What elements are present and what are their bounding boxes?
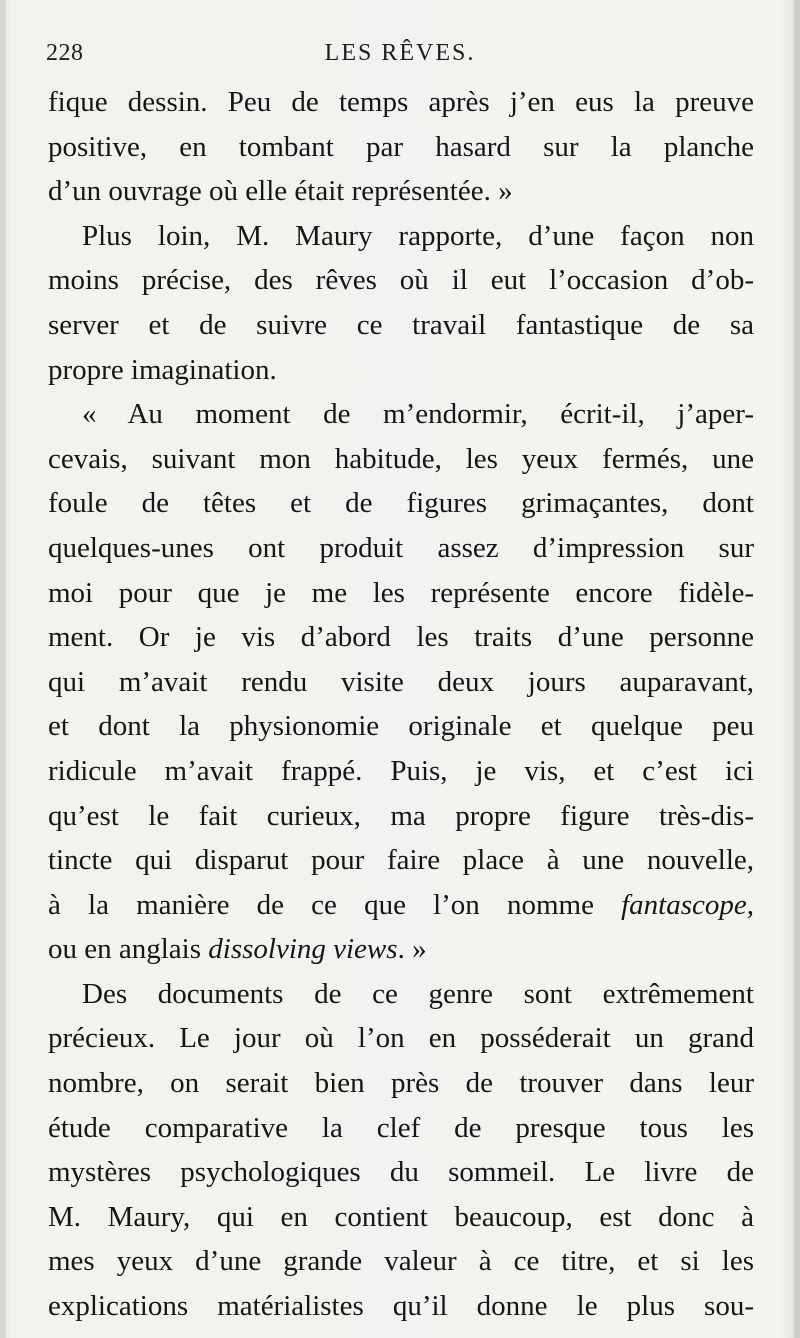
text-line: moi pour que je me les représente encore fidèle-	[48, 576, 754, 609]
scan-edge-left	[0, 0, 6, 1338]
text-segment: ,	[746, 888, 754, 921]
text-line: nombre, on serait bien près de trouver dans leur	[48, 1067, 754, 1100]
text-line: qu’est le fait curieux, ma propre figure très-dis-	[48, 799, 754, 832]
text-line: précieux. Le jour où l’on en posséderait un grand	[48, 1022, 754, 1055]
text-line: tincte qui disparut pour faire place à une nouvelle,	[48, 844, 754, 877]
text-line: moins précise, des rêves où il eut l’occasion d’ob-	[48, 264, 754, 297]
text-line: fique dessin. Peu de temps après j’en eus la preuve	[48, 86, 754, 118]
italic-term: fantascope	[621, 888, 747, 921]
text-line: cevais, suivant mon habitude, les yeux fermés, une	[48, 442, 754, 475]
text-line: M. Maury, qui en contient beaucoup, est donc à	[48, 1200, 754, 1233]
text-segment: ou en anglais	[48, 933, 209, 966]
text-line: Des documents de ce genre sont extrêmement	[82, 977, 754, 1010]
text-line: d’un ouvrage où elle était représentée. »	[48, 175, 513, 208]
italic-term: dissolving views	[208, 933, 398, 966]
text-line: et dont la physionomie originale et quelque peu	[48, 710, 754, 743]
text-line: « Au moment de m’endormir, écrit-il, j’aper-	[82, 398, 754, 431]
running-head: LES RÊVES.	[324, 40, 476, 66]
text-line	[48, 927, 754, 972]
text-line: positive, en tombant par hasard sur la planche	[48, 130, 754, 163]
scan-edge-right	[794, 0, 800, 1338]
text-line: quelques-unes ont produit assez d’impression sur	[48, 531, 754, 564]
page-header	[0, 40, 800, 80]
text-line: ment. Or je vis d’abord les traits d’une personne	[48, 621, 754, 654]
text-segment: . »	[397, 933, 427, 966]
text-line: explications matérialistes qu’il donne le plus sou-	[48, 1290, 754, 1323]
text-line: server et de suivre ce travail fantastique de sa	[48, 308, 754, 341]
text-line: ridicule m’avait frappé. Puis, je vis, et c’est ici	[48, 754, 754, 787]
page-number: 228	[46, 40, 84, 66]
text-line: étude comparative la clef de presque tous les	[48, 1111, 754, 1144]
text-segment: à la manière de ce que l’on nomme	[48, 888, 622, 921]
text-line: qui m’avait rendu visite deux jours auparavant,	[48, 665, 754, 698]
text-line: propre imagination.	[48, 353, 277, 386]
text-line: mystères psychologiques du sommeil. Le livre de	[48, 1156, 754, 1189]
body-text	[48, 80, 754, 1329]
text-line: mes yeux d’une grande valeur à ce titre, et si les	[48, 1245, 754, 1278]
text-line	[48, 883, 754, 928]
text-line: foule de têtes et de figures grimaçantes, dont	[48, 487, 754, 520]
text-line: Plus loin, M. Maury rapporte, d’une façon non	[82, 219, 754, 252]
